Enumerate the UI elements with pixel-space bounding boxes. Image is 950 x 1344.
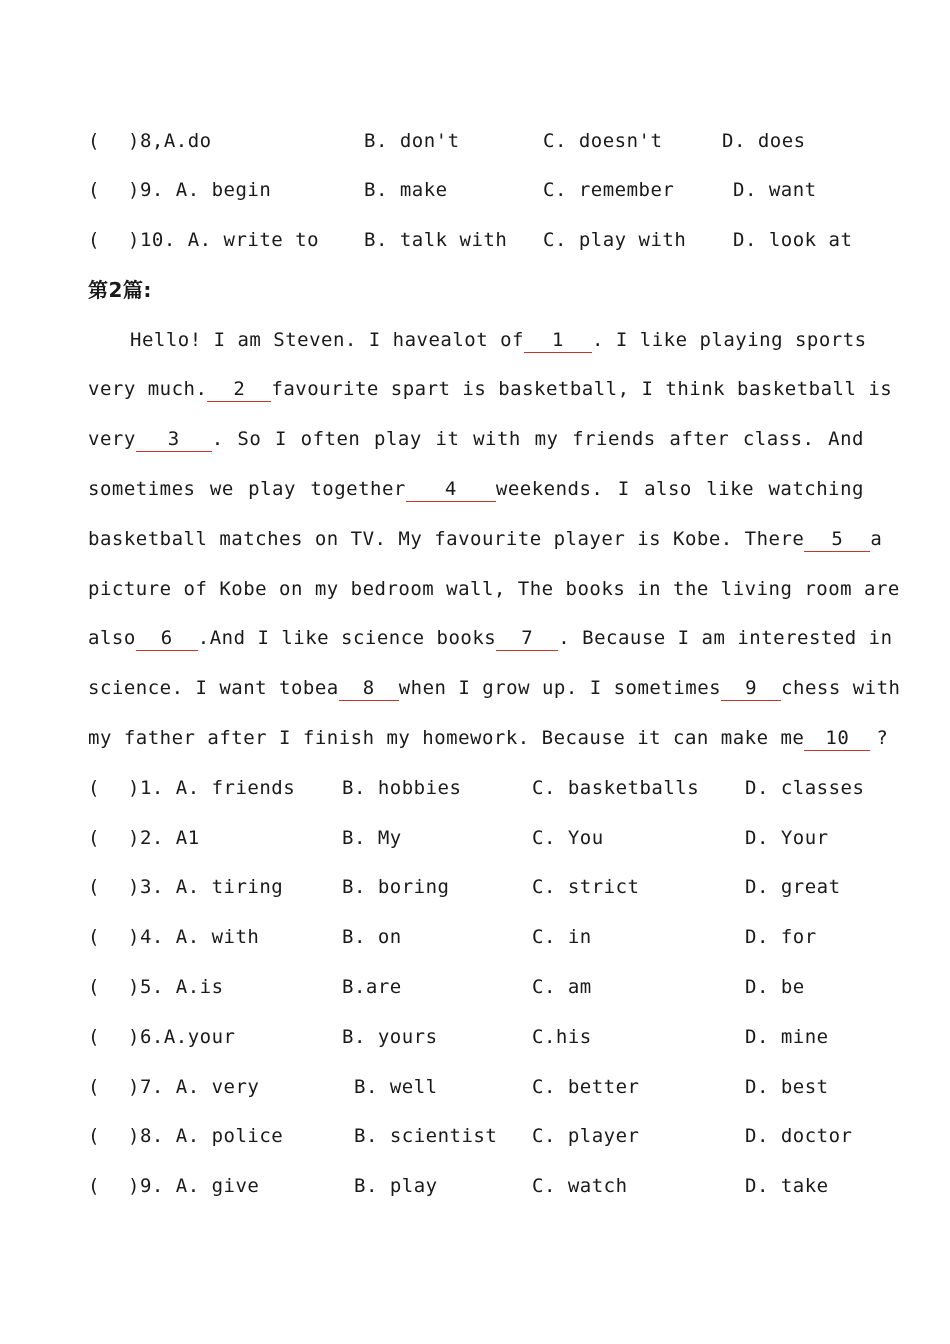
option-a: )7. A. very xyxy=(128,1076,260,1098)
option-b: B. yours xyxy=(342,1026,438,1048)
answer-bracket[interactable]: ( xyxy=(88,1076,100,1098)
option-d: D. take xyxy=(745,1175,829,1197)
passage-text: very much. xyxy=(88,378,208,400)
option-a: )5. A.is xyxy=(128,976,224,998)
passage-line-4 xyxy=(88,474,864,504)
option-a: )8. A. police xyxy=(128,1125,284,1147)
option-a: )9. A. give xyxy=(128,1175,260,1197)
passage-text: . I like playing sports xyxy=(592,329,867,351)
option-b: B. My xyxy=(342,827,402,849)
option-a: )4. A. with xyxy=(128,926,260,948)
blank-9[interactable]: 9 xyxy=(721,676,781,701)
passage-text: . Because I am interested in xyxy=(558,627,893,649)
option-c: C. watch xyxy=(532,1175,628,1197)
answer-bracket[interactable]: ( xyxy=(88,1175,100,1197)
option-a: )9. A. begin xyxy=(128,179,272,201)
option-c: C. better xyxy=(532,1076,640,1098)
passage-text: favourite spart is basketball, I think basketball is xyxy=(271,378,893,400)
blank-3[interactable]: 3 xyxy=(136,427,212,452)
passage-text: .And I like science books xyxy=(197,627,497,649)
passage-text: chess with xyxy=(781,677,901,699)
option-b: B. don't xyxy=(364,130,460,152)
passage-text: a xyxy=(870,528,883,550)
passage-line-1 xyxy=(130,325,867,355)
option-d: D. be xyxy=(745,976,805,998)
option-d: D. great xyxy=(745,876,841,898)
answer-bracket[interactable]: ( xyxy=(88,926,100,948)
option-c: C. am xyxy=(532,976,592,998)
option-c: C. strict xyxy=(532,876,640,898)
blank-10[interactable]: 10 xyxy=(804,726,870,751)
option-b: B. play xyxy=(354,1175,438,1197)
option-a: )3. A. tiring xyxy=(128,876,284,898)
option-a: )6.A.your xyxy=(128,1026,236,1048)
option-b: B.are xyxy=(342,976,402,998)
option-c: C.his xyxy=(532,1026,592,1048)
option-b: B. hobbies xyxy=(342,777,462,799)
passage-line-7 xyxy=(88,623,893,653)
passage-text: sometimes we play together xyxy=(88,478,406,500)
passage-line-8 xyxy=(88,673,901,703)
passage-text: basketball matches on TV. My favourite player is Kobe. There xyxy=(88,528,805,550)
blank-1[interactable]: 1 xyxy=(524,328,592,353)
answer-bracket[interactable]: ( xyxy=(88,229,100,251)
answer-bracket[interactable]: ( xyxy=(88,827,100,849)
option-b: B. on xyxy=(342,926,402,948)
option-c: C. play with xyxy=(543,229,687,251)
passage-line-6: picture of Kobe on my bedroom wall, The books in the living room are xyxy=(88,578,900,600)
option-d: D. Your xyxy=(745,827,829,849)
passage-line-3 xyxy=(88,424,864,454)
option-a: )2. A1 xyxy=(128,827,200,849)
option-d: D. look at xyxy=(733,229,853,251)
option-b: B. well xyxy=(354,1076,438,1098)
answer-bracket[interactable]: ( xyxy=(88,876,100,898)
answer-bracket[interactable]: ( xyxy=(88,130,100,152)
option-b: B. boring xyxy=(342,876,450,898)
passage-text: Hello! I am Steven. I havealot of xyxy=(130,329,524,351)
option-d: D. classes xyxy=(745,777,865,799)
option-d: D. doctor xyxy=(745,1125,853,1147)
blank-6[interactable]: 6 xyxy=(136,626,198,651)
passage-line-9 xyxy=(88,723,889,753)
answer-bracket[interactable]: ( xyxy=(88,976,100,998)
option-c: C. You xyxy=(532,827,604,849)
passage-text: very xyxy=(88,428,136,450)
section-heading: 第2篇: xyxy=(88,278,152,302)
passage-text: also xyxy=(88,627,136,649)
option-c: C. basketballs xyxy=(532,777,700,799)
answer-bracket[interactable]: ( xyxy=(88,1026,100,1048)
passage-text: my father after I finish my homework. Because it can make me xyxy=(88,727,805,749)
passage-line-5 xyxy=(88,524,883,554)
option-b: B. make xyxy=(364,179,448,201)
blank-7[interactable]: 7 xyxy=(496,626,558,651)
option-b: B. scientist xyxy=(354,1125,498,1147)
answer-bracket[interactable]: ( xyxy=(88,1125,100,1147)
option-d: D. mine xyxy=(745,1026,829,1048)
option-d: D. does xyxy=(722,130,806,152)
answer-bracket[interactable]: ( xyxy=(88,777,100,799)
passage-text: when I grow up. I sometimes xyxy=(398,677,722,699)
option-c: C. in xyxy=(532,926,592,948)
option-c: C. player xyxy=(532,1125,640,1147)
answer-bracket[interactable]: ( xyxy=(88,179,100,201)
passage-text: ? xyxy=(876,727,889,749)
option-a: )10. A. write to xyxy=(128,229,320,251)
option-b: B. talk with xyxy=(364,229,508,251)
blank-4[interactable]: 4 xyxy=(406,477,496,502)
option-c: C. doesn't xyxy=(543,130,663,152)
blank-5[interactable]: 5 xyxy=(804,527,870,552)
passage-text: weekends. I also like watching xyxy=(495,478,864,500)
option-d: D. best xyxy=(745,1076,829,1098)
passage-text: . So I often play it with my friends after class. And xyxy=(211,428,864,450)
passage-line-2 xyxy=(88,374,893,404)
option-d: D. want xyxy=(733,179,817,201)
option-a: )1. A. friends xyxy=(128,777,296,799)
option-c: C. remember xyxy=(543,179,675,201)
option-a: )8,A.do xyxy=(128,130,212,152)
blank-8[interactable]: 8 xyxy=(339,676,399,701)
option-d: D. for xyxy=(745,926,817,948)
passage-text: science. I want tobea xyxy=(88,677,339,699)
blank-2[interactable]: 2 xyxy=(207,377,271,402)
